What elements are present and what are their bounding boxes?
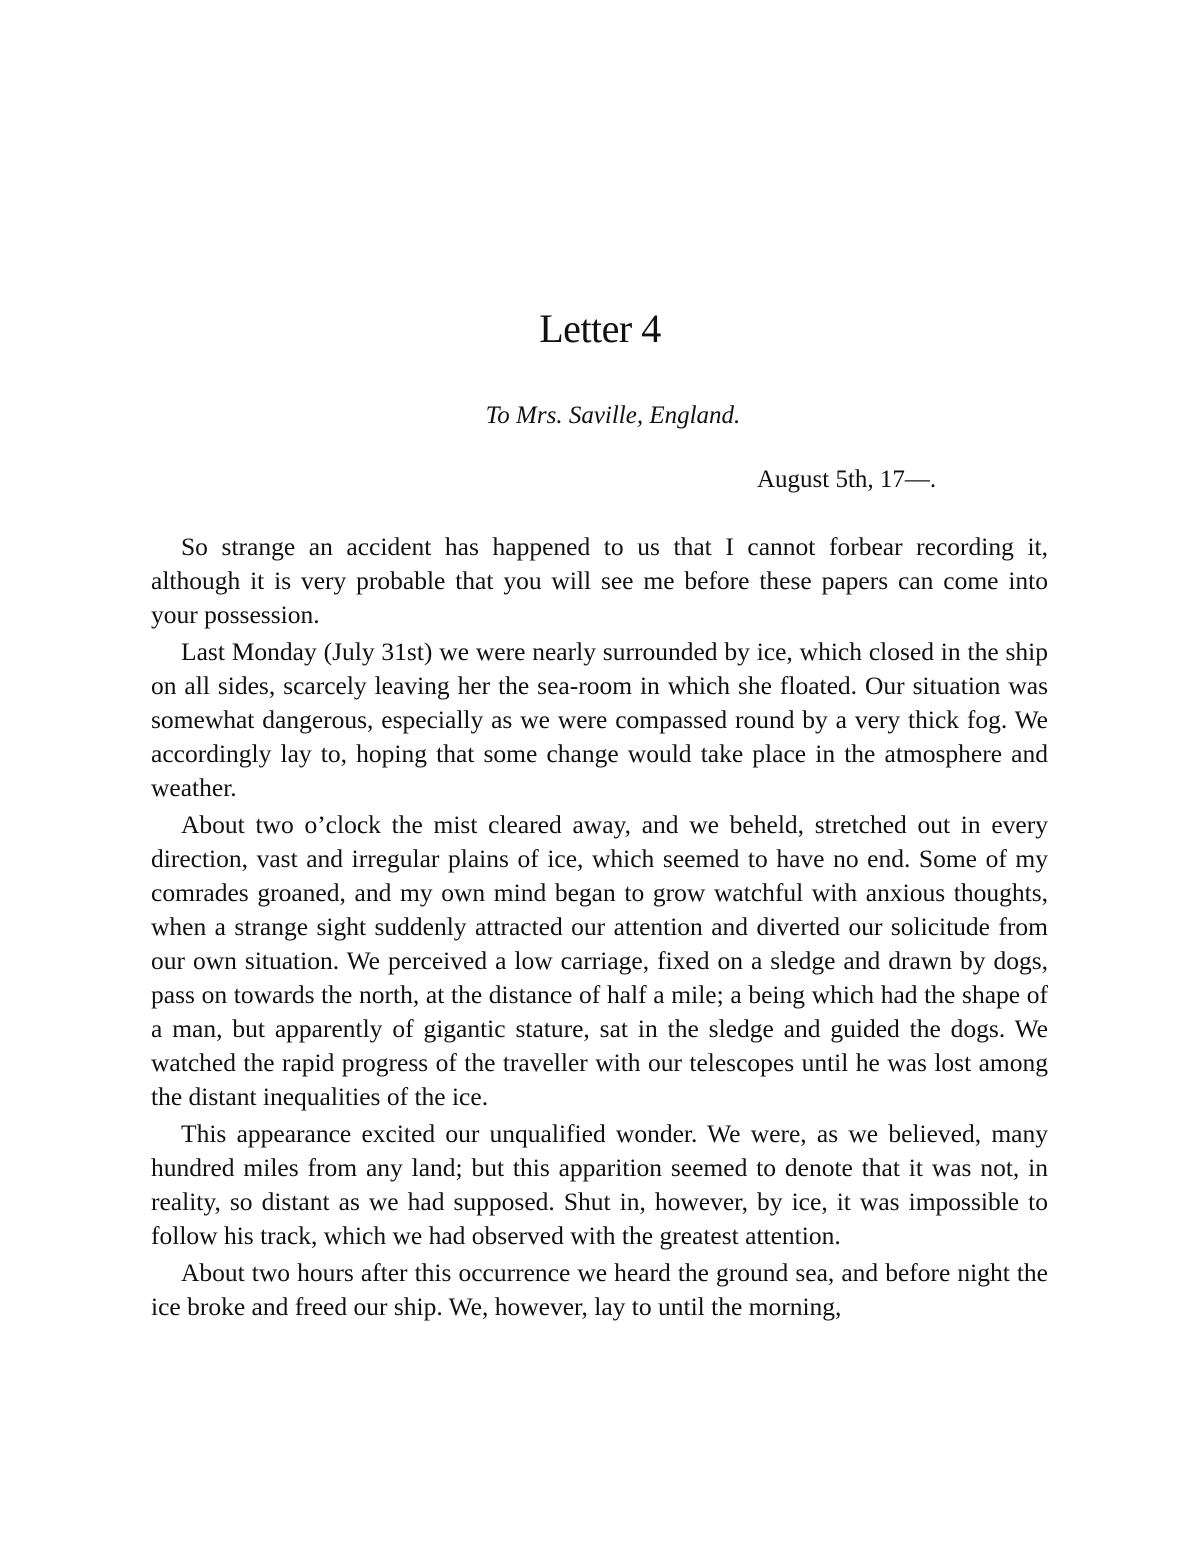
- paragraph: This appearance excited our unqualified wonder. We were, as we believed, many hundred miles from any land; but this apparition seemed to denote that it was not, in reality, so distant as we had supposed. Shut in, however, by ice, it was impossible to follow his track, which we had observed with the greatest attention.: [151, 1119, 1048, 1250]
- paragraph: So strange an accident has happened to us that I cannot forbear recording it, although it is very probable that you will see me before these papers can come into your possession.: [151, 532, 1048, 629]
- paragraph: About two o’clock the mist cleared away, and we beheld, stretched out in every direction, vast and irregular plains of ice, which seemed to have no end. Some of my comrades groaned, and my own mind began to grow watchful with anxious thoughts, when a strange sight suddenly attracted our attention and diverted our solicitude from our own situation. We perceived a low carriage, fixed on a sledge and drawn by dogs, pass on towards the north, at the distance of half a mile; a being which had the shape of a man, but apparently of gigantic stature, sat in the sledge and guided the dogs. We watched the rapid progress of the traveller with our telescopes until he was lost among the distant inequalities of the ice.: [151, 810, 1048, 1111]
- letter-body: [151, 530, 1048, 1327]
- letter-recipient: To Mrs. Saville, England.: [485, 402, 741, 429]
- paragraph: About two hours after this occurrence we heard the ground sea, and before night the ice broke and freed our ship. We, however, lay to until the morning,: [151, 1258, 1048, 1321]
- letter-date: August 5th, 17—.: [757, 466, 937, 493]
- paragraph: Last Monday (July 31st) we were nearly surrounded by ice, which closed in the ship on all sides, scarcely leaving her the sea-room in which she floated. Our situation was somewhat dangerous, especially as we were compassed round by a very thick fog. We accordingly lay to, hoping that some change would take place in the atmosphere and weather.: [151, 637, 1048, 802]
- page-title: Letter 4: [539, 306, 661, 351]
